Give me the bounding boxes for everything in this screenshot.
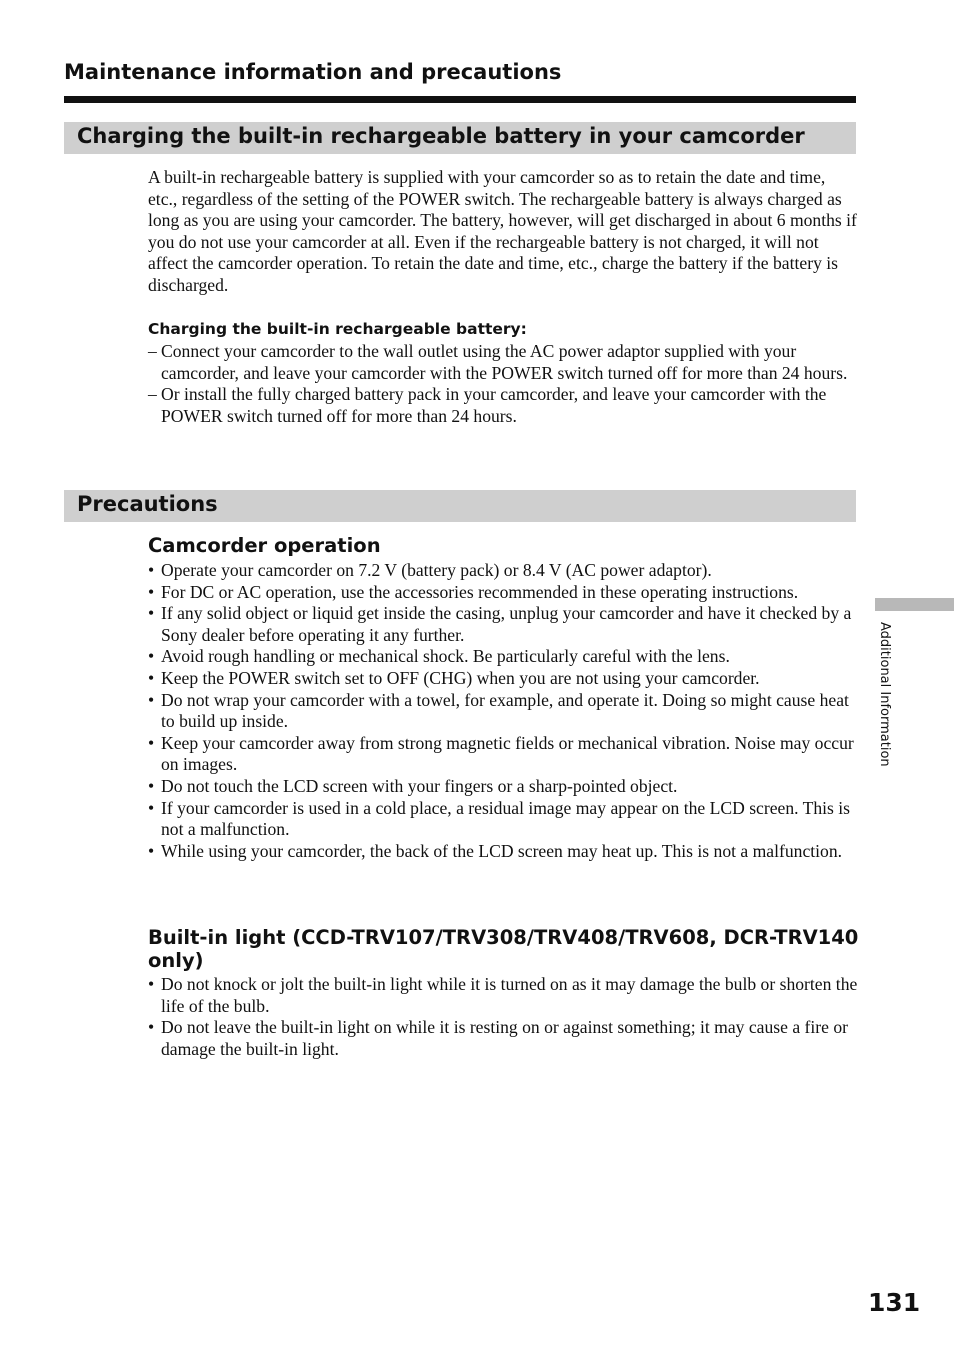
bullet-mark: •	[148, 689, 155, 710]
list-item	[148, 841, 860, 863]
list-item	[148, 341, 860, 384]
list-item	[148, 733, 860, 776]
list-item-text: Or install the fully charged battery pack in your camcorder, and leave your camcorder with the POWER switch turned off for more than 24 hours.	[161, 384, 827, 426]
list-item	[148, 582, 860, 604]
list-item	[148, 646, 860, 668]
charging-intro-paragraph: A built-in rechargeable battery is supplied with your camcorder so as to retain the date and time, etc., regardless of the setting of the POWER switch. The rechargeable battery is always charged as long as you are using your camcorder. The battery, however, will get discharged in about 6 months if you do not use your camcorder at all. Even if the rechargeable battery is not charged, it will not affect the camcorder operation. To retain the date and time, etc., charge the battery if the battery is discharged.	[148, 167, 857, 295]
list-item-text: Do not leave the built-in light on while it is resting on or against something; it may cause a fire or damage the built-in light.	[161, 1017, 848, 1059]
bullet-mark: •	[148, 667, 155, 688]
bullet-mark: •	[148, 603, 155, 624]
list-item-text: Keep your camcorder away from strong magnetic fields or mechanical vibration. Noise may occur on images.	[161, 732, 854, 775]
page-number: 131	[868, 1288, 921, 1317]
bullet-mark: •	[148, 732, 155, 753]
chapter-title: Maintenance information and precautions	[64, 60, 562, 84]
list-item-text: Do not knock or jolt the built-in light while it is turned on as it may damage the bulb or shorten the life of the bulb.	[161, 974, 858, 1016]
camcorder-operation-heading: Camcorder operation	[148, 534, 381, 557]
list-item-text: For DC or AC operation, use the accessories recommended in these operating instructions.	[161, 581, 799, 602]
list-item	[148, 384, 860, 427]
bullet-mark: •	[148, 974, 155, 994]
section-bar-precautions	[64, 490, 856, 522]
bullet-mark: •	[148, 840, 155, 861]
list-item-text: Do not touch the LCD screen with your fingers or a sharp-pointed object.	[161, 775, 678, 796]
charging-steps-list	[148, 341, 860, 427]
built-in-light-heading: Built-in light (CCD-TRV107/TRV308/TRV408/TRV608, DCR-TRV140 only)	[148, 926, 859, 972]
chapter-rule	[64, 96, 856, 103]
list-item-text: Do not wrap your camcorder with a towel, for example, and operate it. Doing so might cause heat to build up inside.	[161, 689, 849, 732]
list-item	[148, 798, 860, 841]
list-item	[148, 560, 860, 582]
charging-subheading: Charging the built-in rechargeable battery:	[148, 320, 527, 338]
list-item	[148, 668, 860, 690]
dash-mark: –	[148, 341, 157, 361]
list-item	[148, 1017, 860, 1060]
dash-mark: –	[148, 384, 157, 405]
list-item-text: While using your camcorder, the back of the LCD screen may heat up. This is not a malfunction.	[161, 840, 843, 861]
list-item-text: Keep the POWER switch set to OFF (CHG) when you are not using your camcorder.	[161, 667, 760, 688]
section-title-precautions: Precautions	[77, 492, 218, 516]
bullet-mark: •	[148, 581, 155, 602]
bullet-mark: •	[148, 797, 155, 818]
list-item	[148, 776, 860, 798]
list-item-text: Avoid rough handling or mechanical shock. Be particularly careful with the lens.	[161, 646, 730, 667]
side-section-label: Additional Information	[877, 622, 892, 767]
camcorder-operation-list	[148, 560, 860, 862]
bullet-mark: •	[148, 775, 155, 796]
bullet-mark: •	[148, 1017, 155, 1038]
section-title-charging: Charging the built-in rechargeable battery in your camcorder	[77, 124, 805, 148]
side-tab-marker	[875, 598, 954, 611]
list-item	[148, 974, 860, 1017]
built-in-light-list	[148, 974, 860, 1060]
list-item-text: Connect your camcorder to the wall outlet using the AC power adaptor supplied with your camcorder, and leave your camcorder with the POWER switch turned off for more than 24 hours.	[161, 341, 848, 383]
list-item-text: If any solid object or liquid get inside the casing, unplug your camcorder and have it checked by a Sony dealer before operating it any further.	[161, 603, 852, 645]
list-item-text: If your camcorder is used in a cold place, a residual image may appear on the LCD screen. This is not a malfunction.	[161, 797, 851, 840]
list-item	[148, 690, 860, 733]
bullet-mark: •	[148, 646, 155, 667]
bullet-mark: •	[148, 560, 155, 580]
section-bar-charging	[64, 122, 856, 154]
list-item	[148, 603, 860, 646]
list-item-text: Operate your camcorder on 7.2 V (battery pack) or 8.4 V (AC power adaptor).	[161, 560, 712, 580]
